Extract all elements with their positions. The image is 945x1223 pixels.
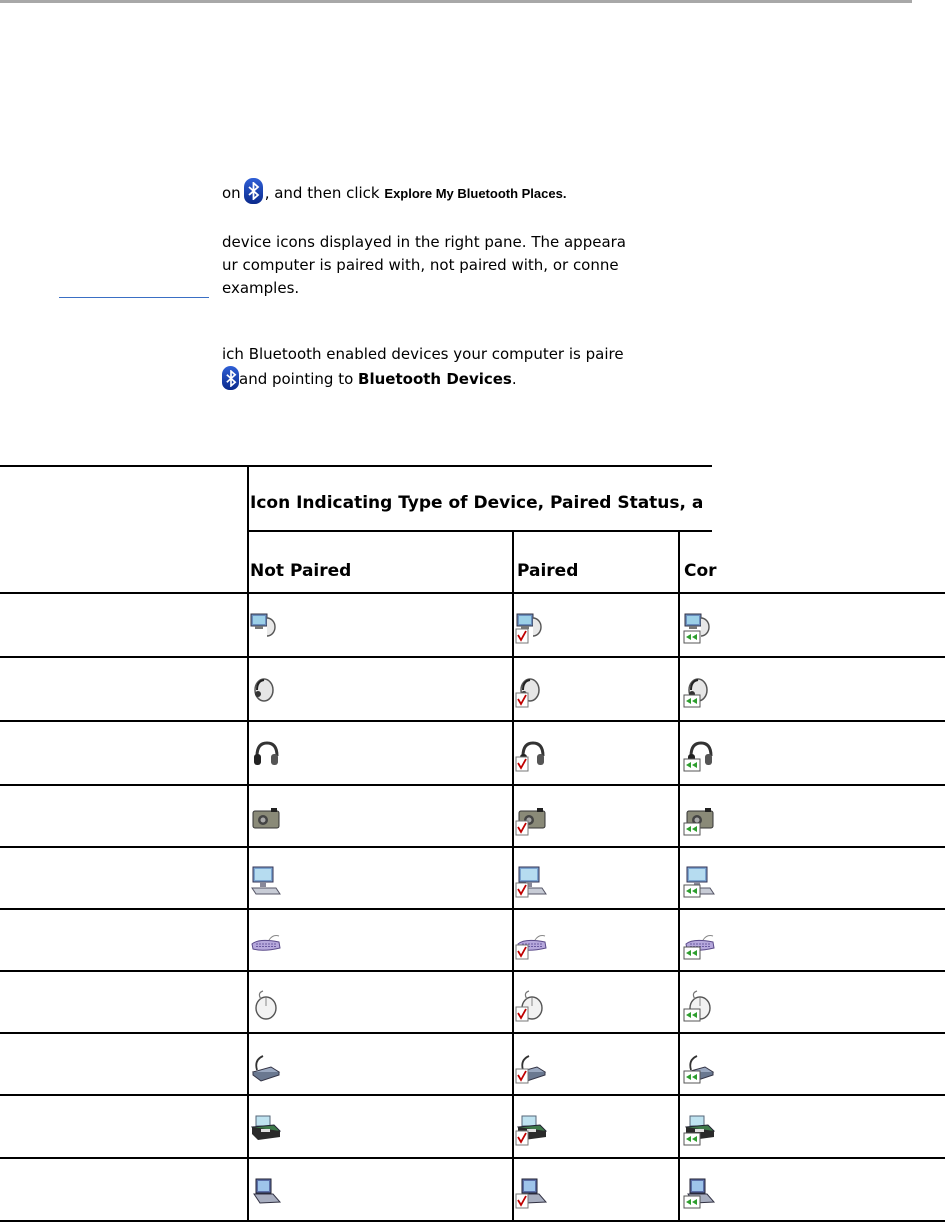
row-divider: [0, 720, 945, 722]
clipped-region: [712, 466, 945, 535]
column-divider: [247, 465, 249, 1222]
instruction-line-1: [222, 178, 566, 205]
instruction-text: and pointing to: [239, 370, 354, 388]
computer-headset-icon: [249, 610, 283, 644]
laptop-icon: [249, 1175, 283, 1209]
row-divider: [0, 1094, 945, 1096]
fax-paired-icon: [515, 1112, 549, 1146]
row-divider: [0, 592, 945, 594]
headphones-icon: [249, 738, 283, 772]
desktop-computer-paired-icon: [515, 864, 549, 898]
headset-paired-icon: [515, 674, 549, 708]
row-divider: [0, 908, 945, 910]
row-divider: [0, 1032, 945, 1034]
instruction-line-6: [222, 366, 624, 391]
mouse-paired-icon: [515, 988, 549, 1022]
row-divider: [0, 1220, 945, 1222]
headphones-connected-icon: [683, 738, 717, 772]
hyperlink-underline[interactable]: [59, 297, 209, 298]
instruction-text: .: [511, 370, 517, 388]
fax-connected-icon: [683, 1112, 717, 1146]
column-header-paired: Paired: [517, 561, 579, 581]
instruction-text: on: [222, 184, 241, 202]
desktop-computer-icon: [249, 864, 283, 898]
computer-headset-paired-icon: [515, 610, 549, 644]
row-divider: [0, 784, 945, 786]
desktop-computer-connected-icon: [683, 864, 717, 898]
row-divider: [0, 970, 945, 972]
keyboard-connected-icon: [683, 926, 717, 960]
keyboard-paired-icon: [515, 926, 549, 960]
instruction-paragraph-3: [222, 343, 624, 391]
table-border-top-left: [0, 465, 247, 467]
instruction-paragraph-2: [222, 231, 626, 300]
table-border-top: [247, 465, 712, 467]
column-divider: [512, 530, 514, 1222]
modem-icon: [249, 1050, 283, 1084]
modem-connected-icon: [683, 1050, 717, 1084]
top-divider: [0, 0, 912, 3]
keyboard-icon: [249, 926, 283, 960]
mouse-icon: [249, 988, 283, 1022]
table-header-title: Icon Indicating Type of Device, Paired Status, a: [250, 493, 704, 513]
instruction-line-2: device icons displayed in the right pane. The appeara: [222, 233, 627, 251]
camera-connected-icon: [683, 802, 717, 836]
instruction-text: , and then click: [264, 184, 380, 202]
modem-paired-icon: [515, 1050, 549, 1084]
row-divider: [0, 656, 945, 658]
row-divider: [0, 1157, 945, 1159]
computer-headset-connected-icon: [683, 610, 717, 644]
headset-icon: [249, 674, 283, 708]
fax-icon: [249, 1112, 283, 1146]
instruction-line-5: ich Bluetooth enabled devices your computer is paire: [222, 345, 624, 363]
bluetooth-icon[interactable]: [244, 178, 263, 204]
column-header-not-paired: Not Paired: [250, 561, 352, 581]
laptop-connected-icon: [683, 1175, 717, 1209]
camera-paired-icon: [515, 802, 549, 836]
column-header-connected: Cor: [684, 561, 717, 581]
bluetooth-icon[interactable]: [222, 366, 239, 390]
explore-bluetooth-places-command: Explore My Bluetooth Places.: [384, 186, 567, 201]
instruction-line-4: examples.: [222, 279, 300, 297]
mouse-connected-icon: [683, 988, 717, 1022]
headphones-paired-icon: [515, 738, 549, 772]
row-divider: [0, 846, 945, 848]
laptop-paired-icon: [515, 1175, 549, 1209]
bluetooth-devices-menu-label: Bluetooth Devices: [358, 370, 512, 388]
headset-connected-icon: [683, 674, 717, 708]
column-divider: [678, 530, 680, 1222]
instruction-line-3: ur computer is paired with, not paired with, or conne: [222, 256, 619, 274]
camera-icon: [249, 802, 283, 836]
